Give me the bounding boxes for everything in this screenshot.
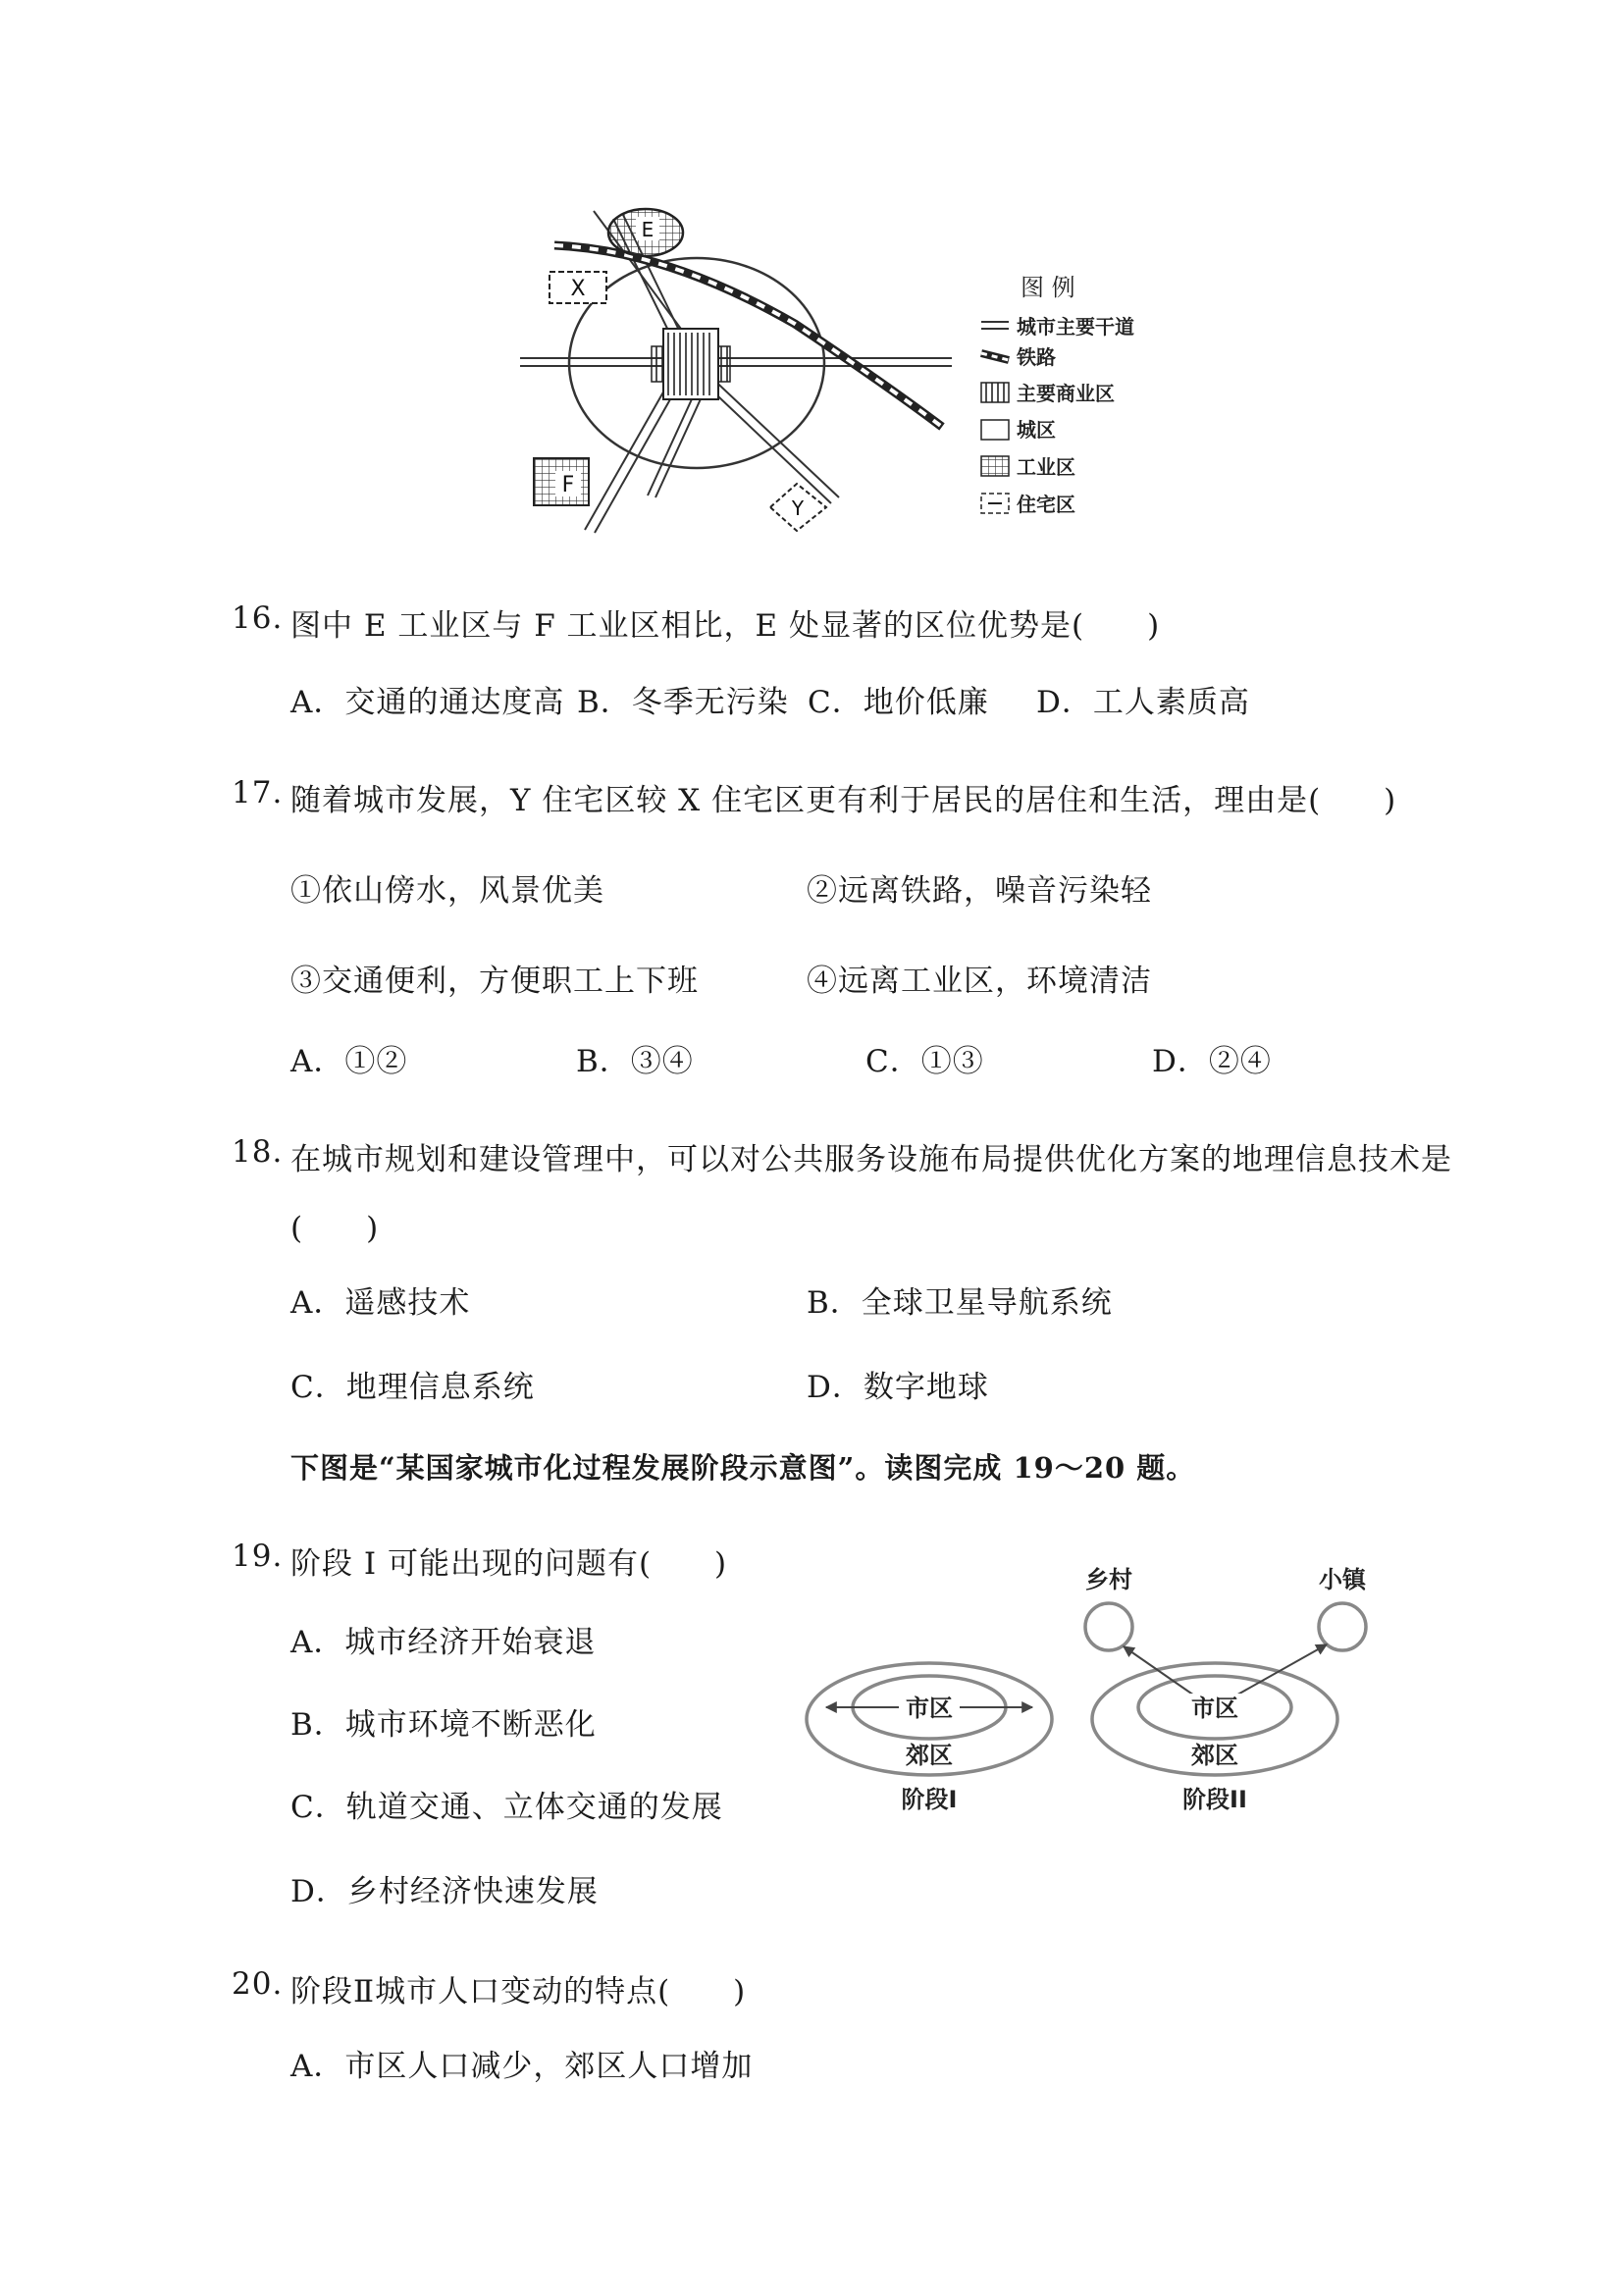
question-17-option-a: A．①② xyxy=(290,1044,408,1079)
label-x: X xyxy=(570,277,586,301)
residential-zone-x xyxy=(550,272,606,303)
stage-2-diagram xyxy=(1085,1566,1368,1813)
label-e: E xyxy=(641,218,654,241)
question-19-option-a: A．城市经济开始衰退 xyxy=(290,1625,597,1660)
question-18-option-a: A．遥感技术 xyxy=(290,1285,471,1321)
question-17-statement-1: ①依山傍水，风景优美 xyxy=(290,873,604,909)
question-17-statement-4: ④远离工业区，环境清洁 xyxy=(807,964,1152,999)
question-20-number: 20. xyxy=(232,1966,284,2002)
question-18-option-b: B．全球卫星导航系统 xyxy=(807,1285,1113,1321)
question-18-stem-line2: ( ) xyxy=(290,1211,380,1246)
question-16-option-d: D．工人素质高 xyxy=(1036,685,1250,720)
question-20-option-a: A．市区人口减少，郊区人口增加 xyxy=(290,2049,754,2084)
legend-title: 图 例 xyxy=(1021,274,1075,301)
question-18-option-d: D．数字地球 xyxy=(807,1370,989,1405)
question-17-option-b: B．③④ xyxy=(576,1044,694,1079)
legend-railway: 铁路 xyxy=(1017,345,1056,369)
legend-residential: 住宅区 xyxy=(1017,493,1075,516)
legend-city-area: 城区 xyxy=(1017,418,1056,442)
question-19-stem: 阶段 I 可能出现的问题有( ) xyxy=(290,1546,728,1582)
label-f: F xyxy=(561,473,575,497)
commercial-center xyxy=(652,329,730,399)
question-16-option-b: B．冬季无污染 xyxy=(577,685,789,720)
question-20-stem: 阶段Ⅱ城市人口变动的特点( ) xyxy=(290,1974,747,2009)
industrial-zone-f xyxy=(534,458,589,505)
map-legend xyxy=(981,274,1134,516)
legend-commercial: 主要商业区 xyxy=(1017,382,1115,405)
question-19-option-d: D．乡村经济快速发展 xyxy=(290,1874,599,1909)
legend-industrial: 工业区 xyxy=(1017,455,1075,479)
question-19-number: 19. xyxy=(232,1539,284,1574)
question-18-number: 18. xyxy=(232,1134,284,1170)
town-label: 小镇 xyxy=(1319,1566,1366,1593)
stage-2-suburb-label: 郊区 xyxy=(1191,1742,1238,1769)
village-label: 乡村 xyxy=(1085,1566,1132,1593)
question-17-option-c: C．①③ xyxy=(865,1044,984,1079)
question-16-number: 16. xyxy=(232,600,284,636)
question-16-option-c: C．地价低廉 xyxy=(808,685,989,720)
question-18-stem-line1: 在城市规划和建设管理中，可以对公共服务设施布局提供优化方案的地理信息技术是 xyxy=(290,1142,1452,1177)
question-17-statement-3: ③交通便利，方便职工上下班 xyxy=(290,964,699,999)
question-16-stem: 图中 E 工业区与 F 工业区相比，E 处显著的区位优势是( ) xyxy=(290,608,1161,644)
industrial-zone-e xyxy=(608,209,683,256)
figure-intro-text: 下图是“某国家城市化过程发展阶段示意图”。读图完成 19～20 题。 xyxy=(290,1451,1196,1485)
urbanization-stages-diagram xyxy=(805,1560,1393,1825)
legend-main-road: 城市主要干道 xyxy=(1017,315,1134,339)
railway xyxy=(554,245,942,427)
question-19-option-c: C．轨道交通、立体交通的发展 xyxy=(290,1790,723,1825)
stage-1-suburb-label: 郊区 xyxy=(906,1742,953,1769)
city-layout-map xyxy=(500,191,1178,540)
stage-1-diagram xyxy=(807,1663,1052,1813)
question-17-option-d: D．②④ xyxy=(1152,1044,1272,1079)
stage-1-urban-label: 市区 xyxy=(906,1695,953,1722)
question-18-option-c: C．地理信息系统 xyxy=(290,1370,535,1405)
stage-1-label: 阶段I xyxy=(901,1786,958,1813)
question-17-number: 17. xyxy=(232,775,284,810)
question-19-option-b: B．城市环境不断恶化 xyxy=(290,1707,597,1743)
question-17-statement-2: ②远离铁路，噪音污染轻 xyxy=(807,873,1152,909)
question-16-option-a: A．交通的通达度高 xyxy=(290,685,565,720)
question-17-stem: 随着城市发展，Y 住宅区较 X 住宅区更有利于居民的居住和生活，理由是( ) xyxy=(290,783,1397,818)
stage-2-label: 阶段II xyxy=(1182,1786,1247,1813)
stage-2-urban-label: 市区 xyxy=(1191,1695,1238,1722)
label-y: Y xyxy=(791,496,805,520)
